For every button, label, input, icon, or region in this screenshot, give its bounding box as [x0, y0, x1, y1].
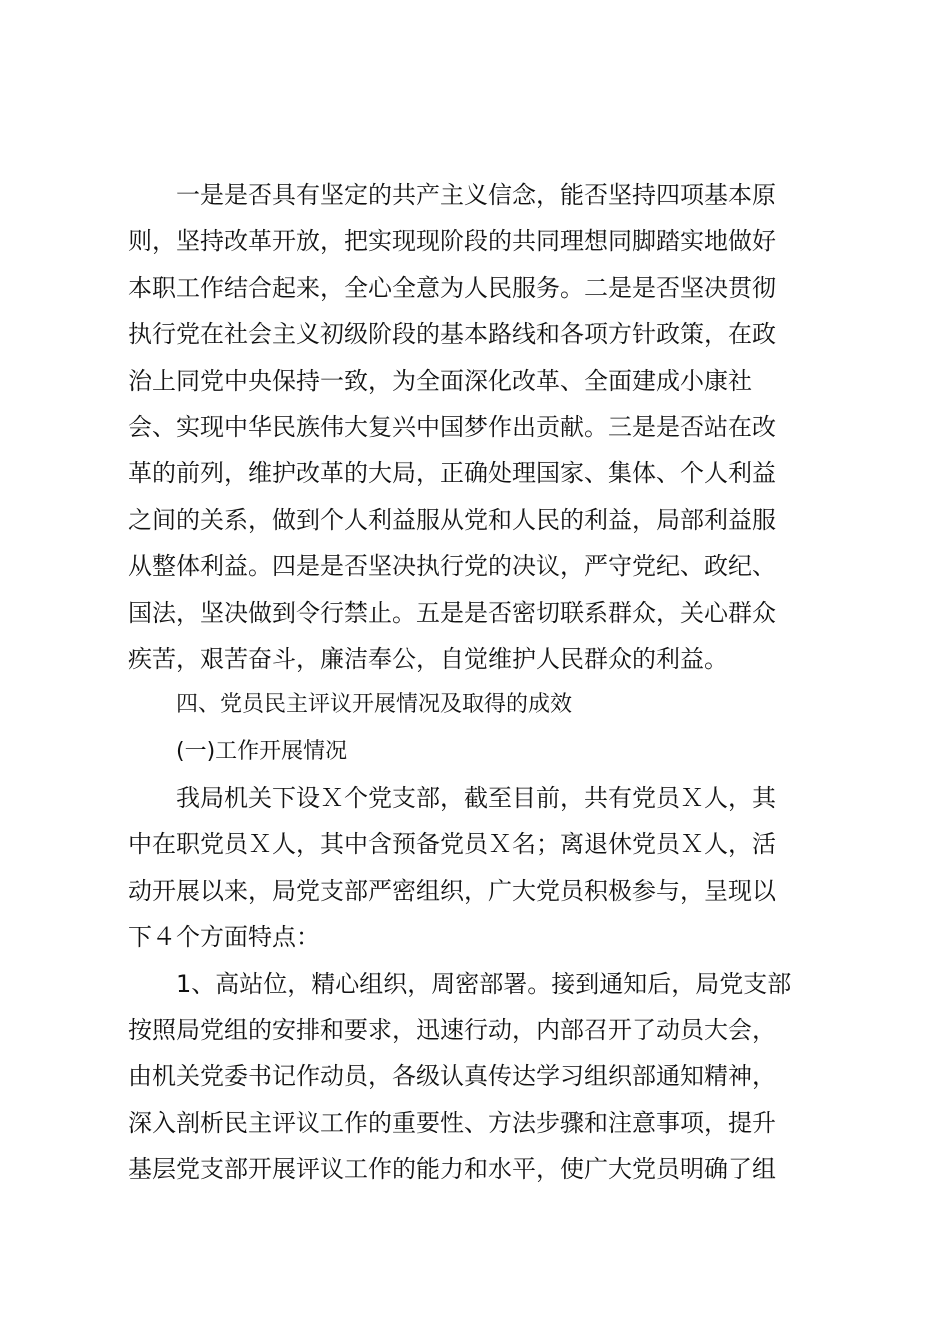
- paragraph-line: 疾苦，艰苦奋斗，廉洁奉公，自觉维护人民群众的利益。: [128, 644, 728, 673]
- paragraph-line: 1、高站位，精心组织，周密部署。接到通知后，局党支部: [176, 969, 792, 998]
- paragraph-line: 之间的关系，做到个人利益服从党和人民的利益，局部利益服: [128, 505, 776, 534]
- paragraph-line: 本职工作结合起来，全心全意为人民服务。二是是否坚决贯彻: [128, 273, 776, 302]
- paragraph-line: 会、实现中华民族伟大复兴中国梦作出贡献。三是是否站在改: [128, 412, 776, 441]
- paragraph-line: 革的前列，维护改革的大局，正确处理国家、集体、个人利益: [128, 459, 776, 488]
- paragraph-line: 从整体利益。四是是否坚决执行党的决议，严守党纪、政纪、: [128, 552, 776, 581]
- section-heading: 四、党员民主评议开展情况及取得的成效: [176, 692, 573, 718]
- paragraph-line: 由机关党委书记作动员，各级认真传达学习组织部通知精神，: [128, 1062, 776, 1091]
- paragraph-line: 深入剖析民主评议工作的重要性、方法步骤和注意事项，提升: [128, 1108, 776, 1137]
- paragraph-line: 治上同党中央保持一致，为全面深化改革、全面建成小康社: [128, 366, 752, 395]
- paragraph-line: 基层党支部开展评议工作的能力和水平，使广大党员明确了组: [128, 1155, 776, 1184]
- paragraph-line: 国法，坚决做到令行禁止。五是是否密切联系群众，关心群众: [128, 598, 776, 627]
- paragraph-line: 按照局党组的安排和要求，迅速行动，内部召开了动员大会，: [128, 1016, 776, 1045]
- paragraph-line: 中在职党员Ｘ人，其中含预备党员Ｘ名；离退休党员Ｘ人，活: [128, 830, 776, 859]
- paragraph-line: 我局机关下设Ｘ个党支部，截至目前，共有党员Ｘ人，其: [176, 784, 776, 813]
- paragraph-line: 下４个方面特点：: [128, 923, 320, 952]
- paragraph-line: 则，坚持改革开放，把实现现阶段的共同理想同脚踏实地做好: [128, 227, 776, 256]
- document-body: [128, 172, 836, 1193]
- paragraph-line: 一是是否具有坚定的共产主义信念，能否坚持四项基本原: [176, 181, 776, 209]
- paragraph-line: 执行党在社会主义初级阶段的基本路线和各项方针政策，在政: [128, 320, 776, 349]
- subsection-heading: (一)工作开展情况: [176, 738, 348, 764]
- paragraph-line: 动开展以来，局党支部严密组织，广大党员积极参与，呈现以: [128, 876, 776, 905]
